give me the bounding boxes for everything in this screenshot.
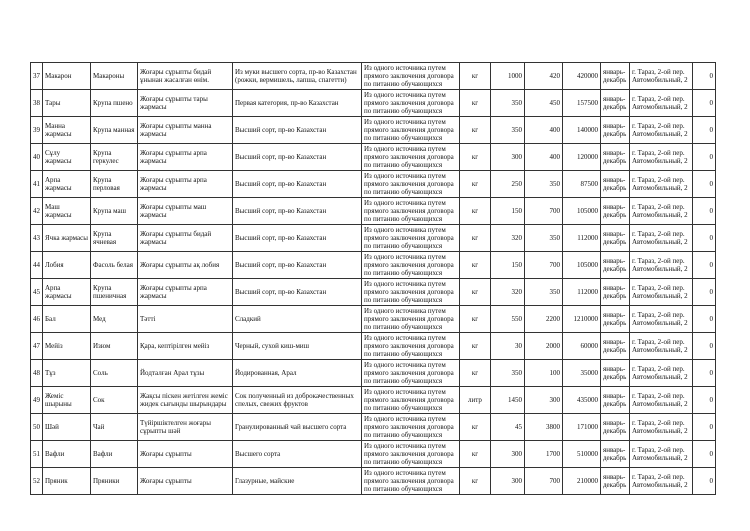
cell-quantity: 350 bbox=[491, 90, 525, 117]
cell-number: 48 bbox=[31, 360, 43, 387]
cell-spec-kz: Жоғары сұрыпты бидай жармасы bbox=[138, 225, 233, 252]
table-row bbox=[31, 414, 716, 441]
cell-period: январь-декабрь bbox=[601, 279, 630, 306]
cell-number: 51 bbox=[31, 441, 43, 468]
cell-delivery-place: г. Тараз, 2-ой пер. Автомобильный, 2 bbox=[630, 279, 693, 306]
cell-price: 100 bbox=[525, 360, 563, 387]
cell-period: январь-декабрь bbox=[601, 90, 630, 117]
cell-spec-ru: Йодированная, Арал bbox=[233, 360, 362, 387]
cell-advance: 0 bbox=[693, 360, 716, 387]
cell-name-kz: Жеміс шырыны bbox=[43, 387, 91, 414]
cell-number: 37 bbox=[31, 63, 43, 90]
cell-spec-ru: Глазурные, майские bbox=[233, 468, 362, 495]
cell-spec-ru: Высший сорт, пр-во Казахстан bbox=[233, 279, 362, 306]
cell-spec-ru: Высший сорт, пр-во Казахстан bbox=[233, 252, 362, 279]
cell-number: 47 bbox=[31, 333, 43, 360]
cell-spec-kz: Тәтті bbox=[138, 306, 233, 333]
procurement-table bbox=[30, 62, 716, 495]
cell-spec-ru: Высший сорт, пр-во Казахстан bbox=[233, 117, 362, 144]
cell-procurement-method: Из одного источника путем прямого заключения договора по питанию обучающихся bbox=[362, 333, 460, 360]
cell-name-ru: Крупа перловая bbox=[91, 171, 138, 198]
cell-number: 50 bbox=[31, 414, 43, 441]
table-row bbox=[31, 468, 716, 495]
cell-period: январь-декабрь bbox=[601, 333, 630, 360]
cell-price: 700 bbox=[525, 468, 563, 495]
cell-unit: литр bbox=[460, 387, 491, 414]
cell-name-ru: Вафли bbox=[91, 441, 138, 468]
cell-price: 450 bbox=[525, 90, 563, 117]
cell-number: 43 bbox=[31, 225, 43, 252]
cell-procurement-method: Из одного источника путем прямого заключения договора по питанию обучающихся bbox=[362, 225, 460, 252]
cell-unit: кг bbox=[460, 441, 491, 468]
cell-name-kz: Пряник bbox=[43, 468, 91, 495]
cell-quantity: 320 bbox=[491, 225, 525, 252]
cell-spec-ru: Сладкий bbox=[233, 306, 362, 333]
cell-name-ru: Крупа ячневая bbox=[91, 225, 138, 252]
cell-price: 350 bbox=[525, 171, 563, 198]
cell-spec-kz: Жоғары сұрыпты манна жармасы bbox=[138, 117, 233, 144]
cell-number: 40 bbox=[31, 144, 43, 171]
table-row bbox=[31, 252, 716, 279]
cell-advance: 0 bbox=[693, 90, 716, 117]
cell-delivery-place: г. Тараз, 2-ой пер. Автомобильный, 2 bbox=[630, 225, 693, 252]
table-row bbox=[31, 90, 716, 117]
table-row bbox=[31, 333, 716, 360]
cell-procurement-method: Из одного источника путем прямого заключения договора по питанию обучающихся bbox=[362, 117, 460, 144]
cell-name-ru: Пряники bbox=[91, 468, 138, 495]
cell-advance: 0 bbox=[693, 441, 716, 468]
cell-procurement-method: Из одного источника путем прямого заключения договора по питанию обучающихся bbox=[362, 279, 460, 306]
cell-unit: кг bbox=[460, 144, 491, 171]
cell-name-ru: Крупа манная bbox=[91, 117, 138, 144]
table-row bbox=[31, 117, 716, 144]
cell-period: январь-декабрь bbox=[601, 144, 630, 171]
cell-name-kz: Макарон bbox=[43, 63, 91, 90]
cell-name-ru: Чай bbox=[91, 414, 138, 441]
cell-quantity: 150 bbox=[491, 252, 525, 279]
cell-spec-ru: Высший сорт, пр-во Казахстан bbox=[233, 171, 362, 198]
cell-sum: 60000 bbox=[563, 333, 601, 360]
cell-delivery-place: г. Тараз, 2-ой пер. Автомобильный, 2 bbox=[630, 198, 693, 225]
cell-name-kz: Арпа жармасы bbox=[43, 279, 91, 306]
cell-sum: 35000 bbox=[563, 360, 601, 387]
cell-procurement-method: Из одного источника путем прямого заключения договора по питанию обучающихся bbox=[362, 441, 460, 468]
cell-unit: кг bbox=[460, 63, 491, 90]
cell-advance: 0 bbox=[693, 333, 716, 360]
cell-procurement-method: Из одного источника путем прямого заключения договора по питанию обучающихся bbox=[362, 90, 460, 117]
cell-unit: кг bbox=[460, 171, 491, 198]
table-row bbox=[31, 279, 716, 306]
cell-spec-kz: Жоғары сұрыпты бидай ұнынан жасалған өнім. bbox=[138, 63, 233, 90]
cell-unit: кг bbox=[460, 279, 491, 306]
cell-sum: 87500 bbox=[563, 171, 601, 198]
cell-spec-kz: Жақсы піскен жетілген жеміс жидек сығынды шырындары bbox=[138, 387, 233, 414]
cell-name-kz: Сұлу жармасы bbox=[43, 144, 91, 171]
cell-quantity: 300 bbox=[491, 144, 525, 171]
cell-number: 45 bbox=[31, 279, 43, 306]
cell-period: январь-декабрь bbox=[601, 198, 630, 225]
cell-period: январь-декабрь bbox=[601, 225, 630, 252]
table-row bbox=[31, 306, 716, 333]
cell-spec-kz: Жоғары сұрыпты арпа жармасы bbox=[138, 171, 233, 198]
cell-price: 700 bbox=[525, 198, 563, 225]
table-row bbox=[31, 360, 716, 387]
cell-period: январь-декабрь bbox=[601, 468, 630, 495]
cell-name-ru: Макароны bbox=[91, 63, 138, 90]
table-row bbox=[31, 225, 716, 252]
cell-sum: 510000 bbox=[563, 441, 601, 468]
cell-spec-ru: Черный, сухой киш-миш bbox=[233, 333, 362, 360]
cell-period: январь-декабрь bbox=[601, 387, 630, 414]
cell-name-ru: Мед bbox=[91, 306, 138, 333]
cell-number: 38 bbox=[31, 90, 43, 117]
cell-spec-ru: Высший сорт, пр-во Казахстан bbox=[233, 225, 362, 252]
cell-quantity: 45 bbox=[491, 414, 525, 441]
cell-delivery-place: г. Тараз, 2-ой пер. Автомобильный, 2 bbox=[630, 117, 693, 144]
cell-quantity: 350 bbox=[491, 360, 525, 387]
cell-quantity: 300 bbox=[491, 468, 525, 495]
cell-name-kz: Бал bbox=[43, 306, 91, 333]
cell-spec-ru: Высшего сорта bbox=[233, 441, 362, 468]
cell-spec-ru: Гранулированный чай высшего сорта bbox=[233, 414, 362, 441]
cell-sum: 210000 bbox=[563, 468, 601, 495]
cell-price: 420 bbox=[525, 63, 563, 90]
cell-advance: 0 bbox=[693, 225, 716, 252]
cell-unit: кг bbox=[460, 414, 491, 441]
cell-sum: 435000 bbox=[563, 387, 601, 414]
cell-unit: кг bbox=[460, 252, 491, 279]
cell-name-kz: Лобия bbox=[43, 252, 91, 279]
cell-sum: 157500 bbox=[563, 90, 601, 117]
cell-spec-kz: Жоғары сұрыпты тары жармасы bbox=[138, 90, 233, 117]
cell-spec-kz: Түйіршіктелген жоғары сұрыпты шәй bbox=[138, 414, 233, 441]
cell-name-kz: Тұз bbox=[43, 360, 91, 387]
cell-spec-kz: Жоғары сұрыпты арпа жармасы bbox=[138, 279, 233, 306]
cell-number: 52 bbox=[31, 468, 43, 495]
cell-name-ru: Крупа геркулес bbox=[91, 144, 138, 171]
cell-period: январь-декабрь bbox=[601, 117, 630, 144]
cell-quantity: 350 bbox=[491, 117, 525, 144]
cell-period: январь-декабрь bbox=[601, 63, 630, 90]
cell-delivery-place: г. Тараз, 2-ой пер. Автомобильный, 2 bbox=[630, 171, 693, 198]
cell-advance: 0 bbox=[693, 468, 716, 495]
cell-name-kz: Тары bbox=[43, 90, 91, 117]
cell-price: 400 bbox=[525, 144, 563, 171]
cell-procurement-method: Из одного источника путем прямого заключения договора по питанию обучающихся bbox=[362, 306, 460, 333]
cell-name-ru: Крупа пшено bbox=[91, 90, 138, 117]
cell-name-ru: Изюм bbox=[91, 333, 138, 360]
cell-delivery-place: г. Тараз, 2-ой пер. Автомобильный, 2 bbox=[630, 144, 693, 171]
cell-procurement-method: Из одного источника путем прямого заключения договора по питанию обучающихся bbox=[362, 360, 460, 387]
table-row bbox=[31, 387, 716, 414]
cell-quantity: 1450 bbox=[491, 387, 525, 414]
cell-procurement-method: Из одного источника путем прямого заключения договора по питанию обучающихся bbox=[362, 468, 460, 495]
cell-price: 400 bbox=[525, 117, 563, 144]
table-row bbox=[31, 144, 716, 171]
cell-delivery-place: г. Тараз, 2-ой пер. Автомобильный, 2 bbox=[630, 387, 693, 414]
cell-procurement-method: Из одного источника путем прямого заключения договора по питанию обучающихся bbox=[362, 63, 460, 90]
table-row bbox=[31, 441, 716, 468]
cell-spec-kz: Жоғары сұрыпты bbox=[138, 468, 233, 495]
cell-delivery-place: г. Тараз, 2-ой пер. Автомобильный, 2 bbox=[630, 468, 693, 495]
cell-quantity: 320 bbox=[491, 279, 525, 306]
cell-spec-kz: Қара, кептірілген мейіз bbox=[138, 333, 233, 360]
cell-delivery-place: г. Тараз, 2-ой пер. Автомобильный, 2 bbox=[630, 441, 693, 468]
cell-price: 1700 bbox=[525, 441, 563, 468]
cell-unit: кг bbox=[460, 360, 491, 387]
cell-name-ru: Фасоль белая bbox=[91, 252, 138, 279]
cell-name-kz: Вафли bbox=[43, 441, 91, 468]
cell-price: 2200 bbox=[525, 306, 563, 333]
cell-advance: 0 bbox=[693, 117, 716, 144]
cell-delivery-place: г. Тараз, 2-ой пер. Автомобильный, 2 bbox=[630, 252, 693, 279]
cell-advance: 0 bbox=[693, 171, 716, 198]
cell-sum: 1210000 bbox=[563, 306, 601, 333]
cell-number: 46 bbox=[31, 306, 43, 333]
cell-procurement-method: Из одного источника путем прямого заключения договора по питанию обучающихся bbox=[362, 144, 460, 171]
cell-sum: 171000 bbox=[563, 414, 601, 441]
cell-quantity: 550 bbox=[491, 306, 525, 333]
cell-name-kz: Арпа жармасы bbox=[43, 171, 91, 198]
cell-number: 39 bbox=[31, 117, 43, 144]
cell-advance: 0 bbox=[693, 144, 716, 171]
cell-procurement-method: Из одного источника путем прямого заключения договора по питанию обучающихся bbox=[362, 252, 460, 279]
cell-spec-ru: Из муки высшего сорта, пр-во Казахстан (рожки, вермишель, лапша, спагетти) bbox=[233, 63, 362, 90]
cell-name-kz: Маш жармасы bbox=[43, 198, 91, 225]
cell-sum: 140000 bbox=[563, 117, 601, 144]
cell-spec-kz: Жоғары сұрыпты маш жармасы bbox=[138, 198, 233, 225]
cell-spec-ru: Первая категория, пр-во Казахстан bbox=[233, 90, 362, 117]
cell-period: январь-декабрь bbox=[601, 360, 630, 387]
cell-period: январь-декабрь bbox=[601, 252, 630, 279]
cell-sum: 420000 bbox=[563, 63, 601, 90]
cell-delivery-place: г. Тараз, 2-ой пер. Автомобильный, 2 bbox=[630, 63, 693, 90]
cell-advance: 0 bbox=[693, 306, 716, 333]
cell-name-kz: Ячка жармасы bbox=[43, 225, 91, 252]
cell-price: 2000 bbox=[525, 333, 563, 360]
cell-spec-ru: Высший сорт, пр-во Казахстан bbox=[233, 198, 362, 225]
cell-name-kz: Шәй bbox=[43, 414, 91, 441]
cell-sum: 112000 bbox=[563, 279, 601, 306]
cell-period: январь-декабрь bbox=[601, 441, 630, 468]
cell-name-ru: Крупа пшеничная bbox=[91, 279, 138, 306]
cell-advance: 0 bbox=[693, 279, 716, 306]
cell-advance: 0 bbox=[693, 414, 716, 441]
cell-sum: 105000 bbox=[563, 252, 601, 279]
cell-unit: кг bbox=[460, 117, 491, 144]
cell-period: январь-декабрь bbox=[601, 171, 630, 198]
cell-procurement-method: Из одного источника путем прямого заключения договора по питанию обучающихся bbox=[362, 387, 460, 414]
cell-quantity: 1000 bbox=[491, 63, 525, 90]
cell-spec-kz: Жоғары сұрыпты ақ лобия bbox=[138, 252, 233, 279]
cell-delivery-place: г. Тараз, 2-ой пер. Автомобильный, 2 bbox=[630, 90, 693, 117]
cell-advance: 0 bbox=[693, 198, 716, 225]
cell-delivery-place: г. Тараз, 2-ой пер. Автомобильный, 2 bbox=[630, 360, 693, 387]
table-row bbox=[31, 171, 716, 198]
cell-price: 350 bbox=[525, 279, 563, 306]
cell-name-ru: Крупа маш bbox=[91, 198, 138, 225]
cell-sum: 112000 bbox=[563, 225, 601, 252]
cell-procurement-method: Из одного источника путем прямого заключения договора по питанию обучающихся bbox=[362, 171, 460, 198]
table-row bbox=[31, 63, 716, 90]
cell-procurement-method: Из одного источника путем прямого заключения договора по питанию обучающихся bbox=[362, 198, 460, 225]
cell-number: 41 bbox=[31, 171, 43, 198]
cell-spec-kz: Йодталған Арал тұзы bbox=[138, 360, 233, 387]
cell-unit: кг bbox=[460, 225, 491, 252]
cell-procurement-method: Из одного источника путем прямого заключения договора по питанию обучающихся bbox=[362, 414, 460, 441]
cell-name-kz: Мейіз bbox=[43, 333, 91, 360]
cell-quantity: 300 bbox=[491, 441, 525, 468]
cell-quantity: 150 bbox=[491, 198, 525, 225]
cell-unit: кг bbox=[460, 333, 491, 360]
cell-advance: 0 bbox=[693, 252, 716, 279]
cell-spec-kz: Жоғары сұрыпты bbox=[138, 441, 233, 468]
cell-delivery-place: г. Тараз, 2-ой пер. Автомобильный, 2 bbox=[630, 414, 693, 441]
cell-quantity: 30 bbox=[491, 333, 525, 360]
cell-number: 44 bbox=[31, 252, 43, 279]
table-row bbox=[31, 198, 716, 225]
cell-unit: кг bbox=[460, 468, 491, 495]
cell-sum: 120000 bbox=[563, 144, 601, 171]
cell-advance: 0 bbox=[693, 63, 716, 90]
cell-price: 350 bbox=[525, 225, 563, 252]
cell-number: 49 bbox=[31, 387, 43, 414]
cell-advance: 0 bbox=[693, 387, 716, 414]
cell-sum: 105000 bbox=[563, 198, 601, 225]
cell-period: январь-декабрь bbox=[601, 306, 630, 333]
cell-unit: кг bbox=[460, 198, 491, 225]
cell-name-ru: Соль bbox=[91, 360, 138, 387]
cell-unit: кг bbox=[460, 306, 491, 333]
cell-name-kz: Манна жармасы bbox=[43, 117, 91, 144]
cell-delivery-place: г. Тараз, 2-ой пер. Автомобильный, 2 bbox=[630, 333, 693, 360]
cell-period: январь-декабрь bbox=[601, 414, 630, 441]
cell-spec-kz: Жоғары сұрыпты арпа жармасы bbox=[138, 144, 233, 171]
cell-delivery-place: г. Тараз, 2-ой пер. Автомобильный, 2 bbox=[630, 306, 693, 333]
cell-unit: кг bbox=[460, 90, 491, 117]
cell-name-ru: Сок bbox=[91, 387, 138, 414]
cell-number: 42 bbox=[31, 198, 43, 225]
cell-price: 3800 bbox=[525, 414, 563, 441]
cell-spec-ru: Сок полученный из доброкачественных спелых, свежих фруктов bbox=[233, 387, 362, 414]
cell-price: 700 bbox=[525, 252, 563, 279]
cell-spec-ru: Высший сорт, пр-во Казахстан bbox=[233, 144, 362, 171]
cell-quantity: 250 bbox=[491, 171, 525, 198]
cell-price: 300 bbox=[525, 387, 563, 414]
